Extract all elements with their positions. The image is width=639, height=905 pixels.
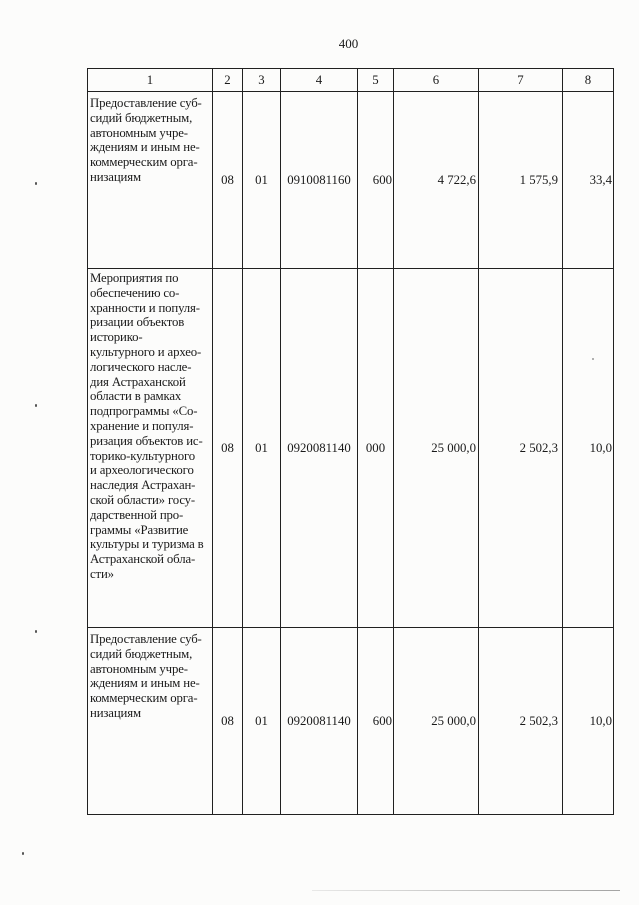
scan-edge-line <box>312 890 620 891</box>
table-row <box>88 628 614 815</box>
header-cell-1: 1 <box>88 69 213 92</box>
executed-amount: 2 502,3 <box>479 269 563 628</box>
expense-type-code: 000 <box>358 269 394 628</box>
section-code: 08 <box>213 269 243 628</box>
target-article-code: 0920081140 <box>281 628 358 815</box>
header-cell-6: 6 <box>394 69 479 92</box>
budget-table <box>87 68 614 815</box>
execution-percent: 10,0 <box>563 269 614 628</box>
scan-speck <box>35 404 37 407</box>
subsection-code: 01 <box>243 269 281 628</box>
planned-amount: 25 000,0 <box>394 269 479 628</box>
header-cell-5: 5 <box>358 69 394 92</box>
section-code: 08 <box>213 628 243 815</box>
scan-speck <box>35 182 37 185</box>
executed-amount: 2 502,3 <box>479 628 563 815</box>
row-description: Предоставление суб- сидий бюджетным, автономным учре- ждениям и иным не- коммерческим орга- низациям <box>88 92 213 269</box>
header-cell-4: 4 <box>281 69 358 92</box>
planned-amount: 25 000,0 <box>394 628 479 815</box>
row-description: Мероприятия по обеспечению со- хранности и популя- ризации объектов историко- культурного и архео- логического насле- дия Астраханской области в рамках подпрограммы «Со- хранение и популя- ризация объектов ис- торико-культурного и археологического наследия Астрахан- ской области» госу- дарственной про- граммы «Развитие культуры и туризма в Астраханской обла- сти» <box>88 269 213 628</box>
table-row <box>88 92 614 269</box>
execution-percent: 10,0 <box>563 628 614 815</box>
header-cell-7: 7 <box>479 69 563 92</box>
target-article-code: 0910081160 <box>281 92 358 269</box>
scan-speck <box>35 630 37 633</box>
expense-type-code: 600 <box>358 92 394 269</box>
section-code: 08 <box>213 92 243 269</box>
planned-amount: 4 722,6 <box>394 92 479 269</box>
row-description: Предоставление суб- сидий бюджетным, автономным учре- ждениям и иным не- коммерческим орга- низациям <box>88 628 213 815</box>
table-header-row <box>88 69 614 92</box>
scan-speck <box>592 358 594 360</box>
expense-type-code: 600 <box>358 628 394 815</box>
subsection-code: 01 <box>243 92 281 269</box>
target-article-code: 0920081140 <box>281 269 358 628</box>
page-number: 400 <box>338 36 359 51</box>
executed-amount: 1 575,9 <box>479 92 563 269</box>
table-row <box>88 269 614 628</box>
header-cell-2: 2 <box>213 69 243 92</box>
header-cell-8: 8 <box>563 69 614 92</box>
subsection-code: 01 <box>243 628 281 815</box>
scan-speck <box>22 852 24 855</box>
header-cell-3: 3 <box>243 69 281 92</box>
execution-percent: 33,4 <box>563 92 614 269</box>
